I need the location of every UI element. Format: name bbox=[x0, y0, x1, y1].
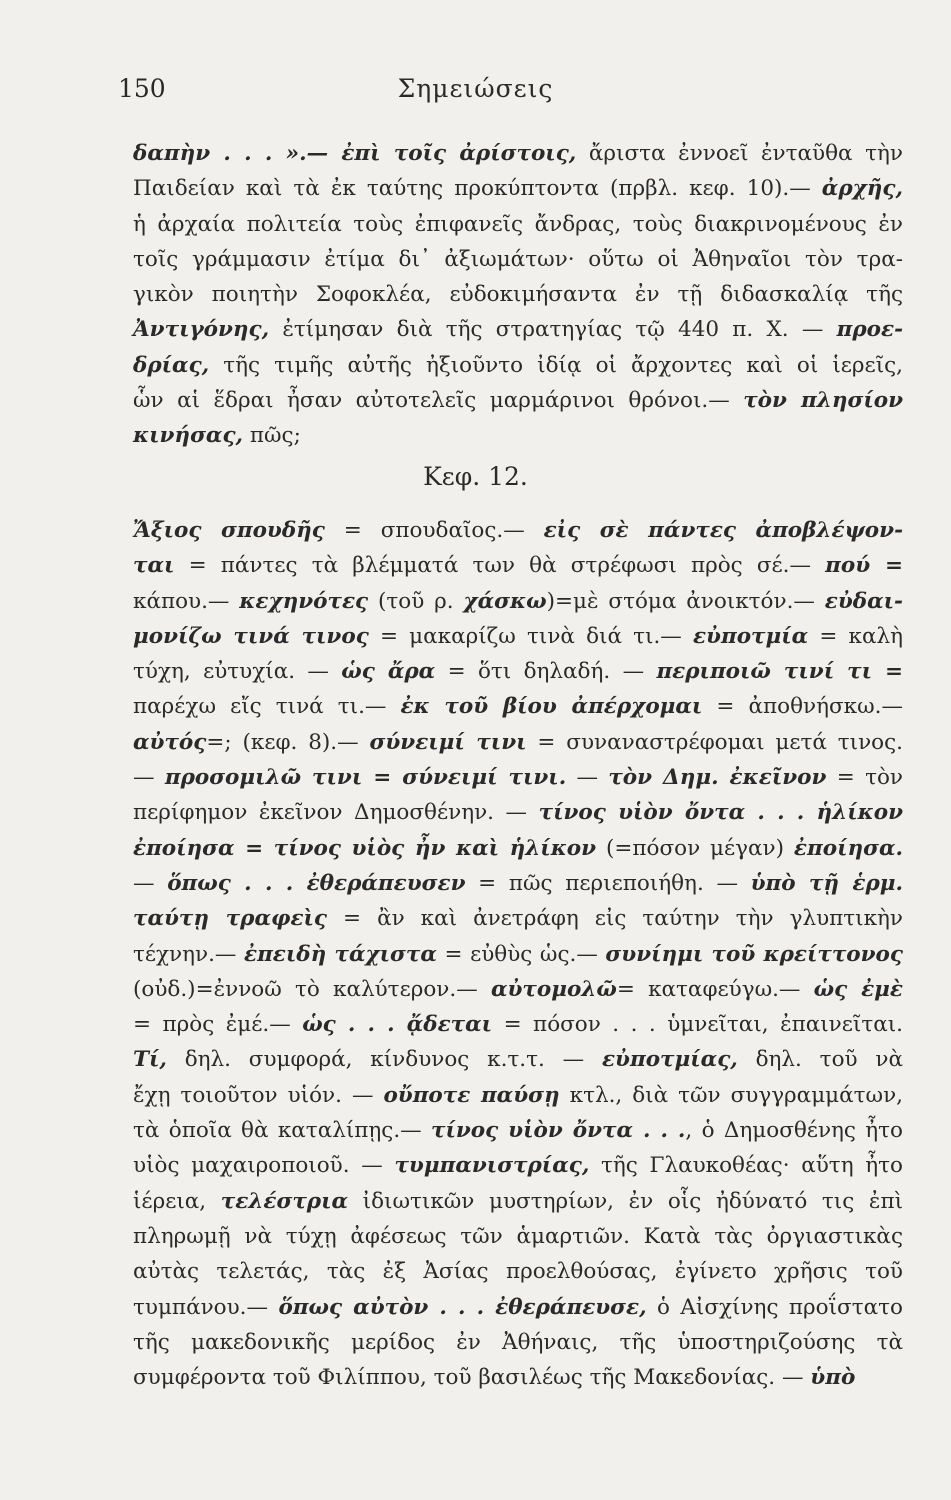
gloss: =; (κεφ. 8).— bbox=[206, 729, 370, 755]
lemma: Τί, bbox=[133, 1047, 167, 1073]
notes-block-2 bbox=[133, 513, 903, 1395]
text-line bbox=[133, 1360, 903, 1395]
gloss: ἡ ἀρχαία πολιτεία τοὺς ἐπιφανεῖς ἄνδρας, τοὺς διακρινομένους ἐν bbox=[133, 211, 903, 237]
gloss: = μακαρίζω τινὰ διά τι.— bbox=[368, 623, 693, 649]
lemma: συνίημι τοῦ κρείττονος bbox=[605, 941, 903, 967]
text-line bbox=[133, 1007, 903, 1042]
lemma: σύνειμί τινι bbox=[369, 729, 527, 755]
running-header: Σημειώσεις bbox=[397, 74, 554, 103]
lemma: τὸν Δημ. ἐκεῖνον bbox=[608, 765, 827, 791]
lemma: οὔποτε παύσῃ bbox=[383, 1082, 560, 1108]
text-line bbox=[133, 1113, 903, 1148]
text-line bbox=[133, 901, 903, 936]
lemma: ταύτῃ τραφεὶς bbox=[133, 906, 328, 932]
gloss: ἔχῃ τοιοῦτον υἱόν. — bbox=[133, 1082, 384, 1108]
gloss: τυμπάνου.— bbox=[133, 1294, 279, 1320]
text-line bbox=[133, 1290, 903, 1325]
lemma: Ἄξιος σπουδῆς bbox=[133, 518, 325, 543]
text-line bbox=[133, 513, 903, 548]
gloss: — bbox=[133, 870, 168, 896]
lemma: ὅπως αὐτὸν . . . ἐθεράπευσε, bbox=[278, 1294, 647, 1320]
gloss: περίφημον ἐκεῖνον Δημοσθένην. — bbox=[133, 800, 539, 826]
gloss: ἄριστα ἐννοεῖ ἐνταῦθα τὴν bbox=[576, 141, 903, 166]
gloss: κάπου.— bbox=[133, 588, 240, 614]
gloss: = καλὴ bbox=[808, 623, 903, 649]
gloss: αὐτὰς τελετάς, τὰς ἐξ Ἀσίας προελθούσας, ἐγίνετο χρῆσις τοῦ bbox=[133, 1259, 903, 1285]
lemma: τὸν πλησίον bbox=[743, 388, 904, 414]
gloss: δηλ. τοῦ νὰ bbox=[737, 1047, 903, 1073]
lemma: τυμπανιστρίας, bbox=[394, 1153, 590, 1179]
gloss: υἱὸς μαχαιροποιοῦ. — bbox=[133, 1153, 395, 1179]
lemma: ὡς . . . ᾄδεται bbox=[302, 1012, 493, 1038]
gloss: τύχη, εὐτυχία. — bbox=[133, 659, 342, 685]
text-line bbox=[133, 1148, 903, 1183]
text-line bbox=[133, 725, 903, 760]
gloss: , ὁ Δημοσθένης ἦτο bbox=[685, 1118, 903, 1144]
lemma: ὑπὸ τῇ ἑρμ. bbox=[750, 870, 903, 896]
text-line bbox=[133, 348, 903, 383]
text-line bbox=[133, 312, 903, 347]
gloss: = ἂν καὶ ἀνετράφη εἰς ταύτην τὴν γλυπτικὴν bbox=[327, 906, 903, 932]
page-number: 150 bbox=[118, 74, 166, 103]
text-line bbox=[133, 1254, 903, 1289]
gloss: = τὸν bbox=[826, 765, 903, 791]
lemma: περιποιῶ τινί τι = bbox=[656, 659, 903, 685]
lemma: προε- bbox=[836, 317, 903, 343]
gloss: — bbox=[566, 765, 609, 791]
text-line bbox=[133, 171, 903, 206]
gloss: )=μὲ στόμα ἀνοικτόν.— bbox=[546, 588, 825, 614]
gloss: τοῖς γράμμασιν ἐτίμα δι᾽ ἀξιωμάτων· οὕτω οἱ Ἀθηναῖοι τὸν τρα- bbox=[133, 246, 903, 272]
text-line bbox=[133, 383, 903, 418]
lemma: εὐδαι- bbox=[824, 588, 903, 614]
gloss: πῶς; bbox=[243, 423, 301, 449]
gloss: τῆς τιμῆς αὐτῆς ἠξιοῦντο ἰδίᾳ οἱ ἄρχοντες καὶ οἱ ἱερεῖς, bbox=[209, 352, 903, 378]
gloss: ἱέρεια, bbox=[133, 1188, 221, 1214]
lemma: ἐποίησα = τίνος υἱὸς ἦν καὶ ἡλίκον bbox=[133, 835, 597, 861]
text-line bbox=[133, 207, 903, 242]
lemma: κινήσας, bbox=[133, 423, 244, 449]
gloss: (τοῦ ρ. bbox=[368, 588, 464, 614]
text-line bbox=[133, 795, 903, 830]
gloss: (οὐδ.)=ἐννοῶ τὸ καλύτερον.— bbox=[133, 976, 491, 1002]
lemma: ἐποίησα. bbox=[793, 835, 903, 861]
text-line bbox=[133, 1042, 903, 1077]
lemma: ἀρχῆς, bbox=[821, 176, 903, 202]
text-line bbox=[133, 831, 903, 866]
gloss: πληρωμῇ νὰ τύχῃ ἀφέσεως τῶν ἁμαρτιῶν. Κατὰ τὰς ὀργιαστικὰς bbox=[133, 1223, 903, 1249]
lemma: μονίζω τινά τινος bbox=[133, 623, 369, 649]
text-line bbox=[133, 548, 903, 583]
gloss: — bbox=[133, 765, 165, 791]
text-line bbox=[133, 937, 903, 972]
gloss: τῆς μακεδονικῆς μερίδος ἐν Ἀθήναις, τῆς ὑποστηριζούσης τὰ bbox=[133, 1329, 903, 1355]
gloss: = πρὸς ἐμέ.— bbox=[133, 1012, 303, 1038]
gloss: τὰ ὁποῖα θὰ καταλίπῃς.— bbox=[133, 1118, 431, 1144]
lemma: ὑπὸ bbox=[810, 1365, 856, 1391]
lemma: εἰς σὲ πάντες ἀποβλέψον- bbox=[543, 518, 903, 543]
lemma: εὐποτμία bbox=[692, 623, 809, 649]
gloss: = πάντες τὰ βλέμματά των θὰ στρέφωσι πρὸς σέ.— bbox=[174, 553, 826, 579]
gloss: (=πόσον μέγαν) bbox=[596, 835, 794, 861]
lemma: τίνος υἱὸν ὄντα . . . bbox=[430, 1118, 686, 1144]
text-line bbox=[133, 1078, 903, 1113]
gloss: = συναναστρέφομαι μετά τινος. bbox=[526, 729, 903, 755]
gloss: Παιδείαν καὶ τὰ ἐκ ταύτης προκύπτοντα (πρβλ. κεφ. 10).— bbox=[133, 176, 822, 202]
lemma: τελέστρια bbox=[220, 1188, 349, 1214]
lemma: χάσκω bbox=[463, 588, 547, 614]
lemma: πού = bbox=[825, 553, 903, 579]
lemma: ὡς ἐμὲ bbox=[813, 976, 903, 1002]
text-line bbox=[133, 584, 903, 619]
text-line bbox=[133, 1184, 903, 1219]
lemma: — ἐπὶ τοῖς ἀρίστοις, bbox=[306, 141, 577, 166]
gloss: τῆς Γλαυκοθέας· αὕτη ἦτο bbox=[589, 1153, 903, 1179]
text-line bbox=[133, 1219, 903, 1254]
text-line bbox=[133, 242, 903, 277]
lemma: δρίας, bbox=[133, 352, 210, 378]
text-line bbox=[133, 1325, 903, 1360]
text-line bbox=[133, 277, 903, 312]
lemma: τίνος υἱὸν ὄντα . . . ἡλίκον bbox=[538, 800, 904, 826]
gloss: = σπουδαῖος.— bbox=[324, 518, 544, 543]
lemma: προσομιλῶ τινι = σύνειμί τινι. bbox=[164, 765, 567, 791]
lemma: ται bbox=[133, 553, 175, 579]
lemma: ἐκ τοῦ βίου ἀπέρχομαι bbox=[400, 694, 703, 720]
lemma: αὐτός bbox=[133, 729, 207, 755]
gloss: συμφέροντα τοῦ Φιλίππου, τοῦ βασιλέως τῆς Μακεδονίας. — bbox=[133, 1365, 811, 1391]
notes-block-1 bbox=[133, 136, 903, 454]
gloss: = ἀποθνήσκω.— bbox=[702, 694, 903, 720]
gloss: ἰδιωτικῶν μυστηρίων, ἐν οἷς ἠδύνατό τις ἐπὶ bbox=[348, 1188, 903, 1214]
text-line bbox=[133, 760, 903, 795]
text-line bbox=[133, 619, 903, 654]
lemma: κεχηνότες bbox=[239, 588, 369, 614]
lemma: Ἀντιγόνης, bbox=[133, 317, 270, 343]
lemma: ὅπως . . . ἐθεράπευσεν bbox=[167, 870, 466, 896]
gloss: = ὅτι δηλαδή. — bbox=[435, 659, 657, 685]
text-line bbox=[133, 689, 903, 724]
gloss: γικὸν ποιητὴν Σοφοκλέα, εὐδοκιμήσαντα ἐν τῇ διδασκαλίᾳ τῆς bbox=[133, 282, 903, 308]
gloss: ὧν αἱ ἕδραι ἦσαν αὐτοτελεῖς μαρμάρινοι θρόνοι.— bbox=[133, 388, 744, 414]
text-line bbox=[133, 136, 903, 171]
gloss: = καταφεύγω.— bbox=[616, 976, 814, 1002]
text-line bbox=[133, 654, 903, 689]
text-line bbox=[133, 972, 903, 1007]
chapter-heading: Κεφ. 12. bbox=[423, 462, 528, 491]
text-line bbox=[133, 418, 903, 453]
gloss: ὁ Αἰσχίνης προΐστατο bbox=[646, 1294, 903, 1320]
gloss: τέχνην.— bbox=[133, 941, 244, 967]
lemma: ὡς ἄρα bbox=[341, 659, 436, 685]
lemma: εὐποτμίας, bbox=[601, 1047, 738, 1073]
lemma: αὐτομολῶ bbox=[490, 976, 617, 1002]
gloss: ἐτίμησαν διὰ τῆς στρατηγίας τῷ 440 π. Χ. — bbox=[269, 317, 837, 343]
lemma: δαπὴν . . . ». bbox=[133, 141, 307, 166]
lemma: ἐπειδὴ τάχιστα bbox=[244, 941, 437, 967]
gloss: = εὐθὺς ὡς.— bbox=[436, 941, 606, 967]
gloss: = πῶς περιεποιήθη. — bbox=[465, 870, 751, 896]
gloss: κτλ., διὰ τῶν συγγραμμάτων, bbox=[559, 1082, 903, 1108]
gloss: παρέχω εἴς τινά τι.— bbox=[133, 694, 401, 720]
gloss: δηλ. συμφορά, κίνδυνος κ.τ.τ. — bbox=[166, 1047, 602, 1073]
gloss: = πόσον . . . ὑμνεῖται, ἐπαινεῖται. bbox=[492, 1012, 903, 1038]
text-line bbox=[133, 866, 903, 901]
